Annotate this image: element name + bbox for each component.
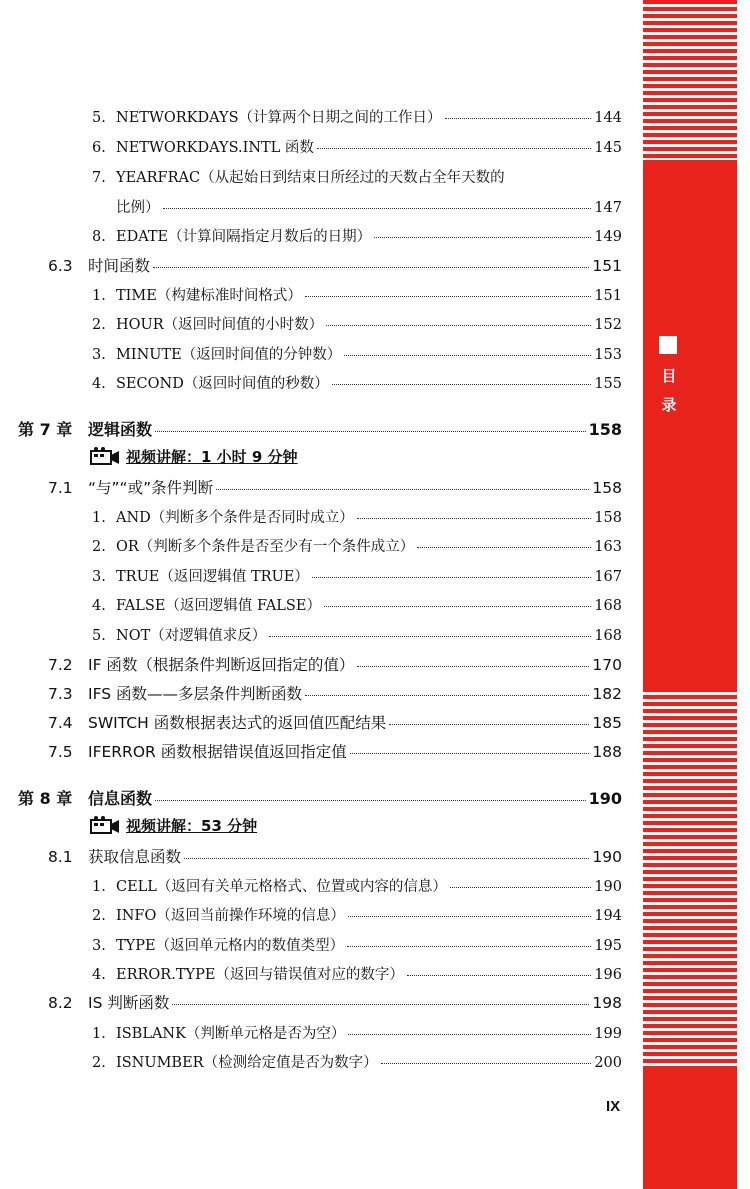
entry-page: 190: [592, 848, 622, 866]
entry-number: 3.: [92, 938, 106, 954]
entry-number: 7.5: [48, 743, 73, 761]
entry-title: CELL（返回有关单元格格式、位置或内容的信息）: [116, 879, 447, 895]
dot-leader: [347, 946, 591, 947]
dot-leader: [357, 666, 589, 667]
toc-entry[interactable]: [48, 742, 622, 762]
toc-entry[interactable]: [92, 537, 622, 557]
toc-entry[interactable]: [92, 227, 622, 247]
entry-title: ISNUMBER（检测给定值是否为数字）: [116, 1055, 378, 1071]
chapter-title: 逻辑函数: [88, 420, 153, 439]
toc-entry[interactable]: [92, 315, 622, 335]
dot-leader: [348, 1034, 591, 1035]
dot-leader: [155, 800, 586, 801]
entry-number: 7.4: [48, 714, 73, 732]
entry-number: 5.: [92, 110, 106, 126]
entry-title: OR（判断多个条件是否至少有一个条件成立）: [116, 539, 415, 555]
video-camera-icon: [90, 816, 120, 836]
chapter-number: 第 7 章: [18, 420, 73, 439]
toc-entry[interactable]: [92, 626, 622, 646]
entry-number: 1.: [92, 288, 106, 304]
tab-label-char: 目: [661, 367, 677, 385]
square-icon: [659, 336, 677, 354]
dot-leader: [407, 975, 591, 976]
entry-number: 8.: [92, 229, 106, 245]
dot-leader: [269, 636, 591, 637]
entry-number: 7.1: [48, 479, 73, 497]
dot-leader: [184, 858, 589, 859]
entry-title: IFS 函数——多层条件判断函数: [88, 685, 302, 703]
entry-title: EDATE（计算间隔指定月数后的日期）: [116, 229, 372, 245]
entry-page: 163: [594, 539, 622, 555]
entry-number: 8.2: [48, 994, 73, 1012]
dot-leader: [450, 887, 591, 888]
toc-entry[interactable]: [92, 138, 622, 158]
entry-title: SECOND（返回时间值的秒数）: [116, 376, 329, 392]
entry-title: IS 判断函数: [88, 994, 170, 1012]
toc-entry[interactable]: [92, 286, 622, 306]
entry-title: ERROR.TYPE（返回与错误值对应的数字）: [116, 967, 404, 983]
entry-page: 185: [592, 714, 622, 732]
entry-title: “与”“或”条件判断: [88, 479, 214, 497]
dot-leader: [374, 237, 591, 238]
entry-page: 155: [594, 376, 622, 392]
middle-stripes: [643, 688, 737, 1070]
chapter-entry[interactable]: [18, 420, 622, 440]
chapter-entry[interactable]: [18, 789, 622, 809]
toc-entry[interactable]: [92, 596, 622, 616]
entry-number: 8.1: [48, 848, 73, 866]
toc-entry[interactable]: [48, 256, 622, 276]
entry-number: 4.: [92, 967, 106, 983]
toc-entry[interactable]: [48, 684, 622, 704]
side-tab-band: [643, 0, 737, 1189]
toc-entry[interactable]: [48, 847, 622, 867]
entry-number: 3.: [92, 569, 106, 585]
entry-page: 170: [592, 656, 622, 674]
toc-entry[interactable]: [92, 198, 622, 218]
entry-page: 195: [594, 938, 622, 954]
entry-page: 145: [594, 140, 622, 156]
dot-leader: [445, 118, 592, 119]
entry-number: 5.: [92, 628, 106, 644]
video-lecture-label: 视频讲解：53 分钟: [126, 817, 258, 835]
contents-tab[interactable]: [643, 160, 737, 688]
entry-page: 196: [594, 967, 622, 983]
entry-page: 168: [594, 598, 622, 614]
dot-leader: [312, 577, 591, 578]
entry-title: 比例）: [116, 200, 160, 216]
dot-leader: [305, 695, 589, 696]
entry-title: 获取信息函数: [88, 848, 182, 866]
toc-entry[interactable]: [92, 508, 622, 528]
video-lecture[interactable]: [90, 446, 298, 467]
entry-page: 188: [592, 743, 622, 761]
toc-entry[interactable]: [92, 567, 622, 587]
entry-title: FALSE（返回逻辑值 FALSE）: [116, 598, 321, 614]
toc-entry[interactable]: [92, 108, 622, 128]
entry-page: 158: [592, 479, 622, 497]
entry-title: NETWORKDAYS（计算两个日期之间的工作日）: [116, 110, 442, 126]
entry-page: 168: [594, 628, 622, 644]
toc-entry[interactable]: [48, 993, 622, 1013]
entry-page: 149: [594, 229, 622, 245]
toc-entry[interactable]: [92, 1053, 622, 1073]
toc-entry[interactable]: [92, 965, 622, 985]
entry-page: 199: [594, 1026, 622, 1042]
entry-number: 1.: [92, 510, 106, 526]
entry-page: 158: [588, 420, 622, 439]
entry-page: 152: [594, 317, 622, 333]
toc-entry[interactable]: [92, 345, 622, 365]
dot-leader: [332, 384, 592, 385]
toc-entry[interactable]: [92, 1024, 622, 1044]
entry-number: 3.: [92, 347, 106, 363]
toc-entry[interactable]: [48, 478, 622, 498]
chapter-title: 信息函数: [88, 789, 153, 808]
entry-page: 151: [592, 257, 622, 275]
entry-page: 190: [588, 789, 622, 808]
entry-title: YEARFRAC（从起始日到结束日所经过的天数占全年天数的: [116, 170, 505, 186]
toc-entry[interactable]: [92, 374, 622, 394]
entry-title: TIME（构建标准时间格式）: [116, 288, 302, 304]
entry-title: TRUE（返回逻辑值 TRUE）: [116, 569, 309, 585]
entry-title: TYPE（返回单元格内的数值类型）: [116, 938, 345, 954]
top-stripes: [643, 0, 737, 160]
entry-number: 2.: [92, 317, 106, 333]
chapter-number: 第 8 章: [18, 789, 73, 808]
entry-title: NOT（对逻辑值求反）: [116, 628, 267, 644]
entry-number: 1.: [92, 879, 106, 895]
dot-leader: [153, 267, 589, 268]
entry-title: IF 函数（根据条件判断返回指定的值）: [88, 656, 355, 674]
entry-title: HOUR（返回时间值的小时数）: [116, 317, 324, 333]
dot-leader: [155, 431, 586, 432]
entry-title: 时间函数: [88, 257, 151, 275]
entry-number: 7.3: [48, 685, 73, 703]
entry-title: MINUTE（返回时间值的分钟数）: [116, 347, 342, 363]
entry-number: 1.: [92, 1026, 106, 1042]
entry-page: 147: [594, 200, 622, 216]
entry-number: 4.: [92, 598, 106, 614]
video-lecture[interactable]: [90, 815, 257, 836]
entry-number: 7.: [92, 170, 106, 186]
video-lecture-label: 视频讲解：1 小时 9 分钟: [126, 448, 298, 466]
dot-leader: [326, 325, 591, 326]
entry-number: 2.: [92, 1055, 106, 1071]
dot-leader: [172, 1004, 589, 1005]
entry-page: 167: [594, 569, 622, 585]
entry-page: 198: [592, 994, 622, 1012]
dot-leader: [305, 296, 591, 297]
toc-entry[interactable]: [48, 713, 622, 733]
entry-number: 4.: [92, 376, 106, 392]
toc-entry[interactable]: [92, 906, 622, 926]
entry-page: 144: [594, 110, 622, 126]
entry-page: 200: [594, 1055, 622, 1071]
dot-leader: [317, 148, 591, 149]
dot-leader: [389, 724, 589, 725]
bottom-red-block: [643, 1070, 737, 1189]
dot-leader: [344, 355, 591, 356]
entry-title: AND（判断多个条件是否同时成立）: [116, 510, 354, 526]
entry-title: IFERROR 函数根据错误值返回指定值: [88, 743, 347, 761]
entry-page: 153: [594, 347, 622, 363]
entry-number: 6.: [92, 140, 106, 156]
entry-page: 190: [594, 879, 622, 895]
toc-entry[interactable]: [48, 655, 622, 675]
entry-number: 7.2: [48, 656, 73, 674]
toc-entry[interactable]: [92, 936, 622, 956]
dot-leader: [163, 208, 592, 209]
page-number: IX: [606, 1098, 621, 1115]
entry-number: 2.: [92, 539, 106, 555]
dot-leader: [216, 489, 589, 490]
entry-page: 194: [594, 908, 622, 924]
entry-title: ISBLANK（判断单元格是否为空）: [116, 1026, 346, 1042]
dot-leader: [324, 606, 591, 607]
entry-number: 2.: [92, 908, 106, 924]
entry-title: INFO（返回当前操作环境的信息）: [116, 908, 345, 924]
video-camera-icon: [90, 447, 120, 467]
dot-leader: [417, 547, 591, 548]
entry-number: 6.3: [48, 257, 73, 275]
entry-title: SWITCH 函数根据表达式的返回值匹配结果: [88, 714, 387, 732]
dot-leader: [348, 916, 591, 917]
tab-label-char: 录: [661, 396, 677, 414]
entry-page: 182: [592, 685, 622, 703]
dot-leader: [357, 518, 592, 519]
entry-page: 151: [594, 288, 622, 304]
toc-entry[interactable]: [92, 168, 622, 188]
entry-page: 158: [594, 510, 622, 526]
dot-leader: [350, 753, 590, 754]
entry-title: NETWORKDAYS.INTL 函数: [116, 140, 314, 156]
dot-leader: [381, 1063, 592, 1064]
toc-entry[interactable]: [92, 877, 622, 897]
